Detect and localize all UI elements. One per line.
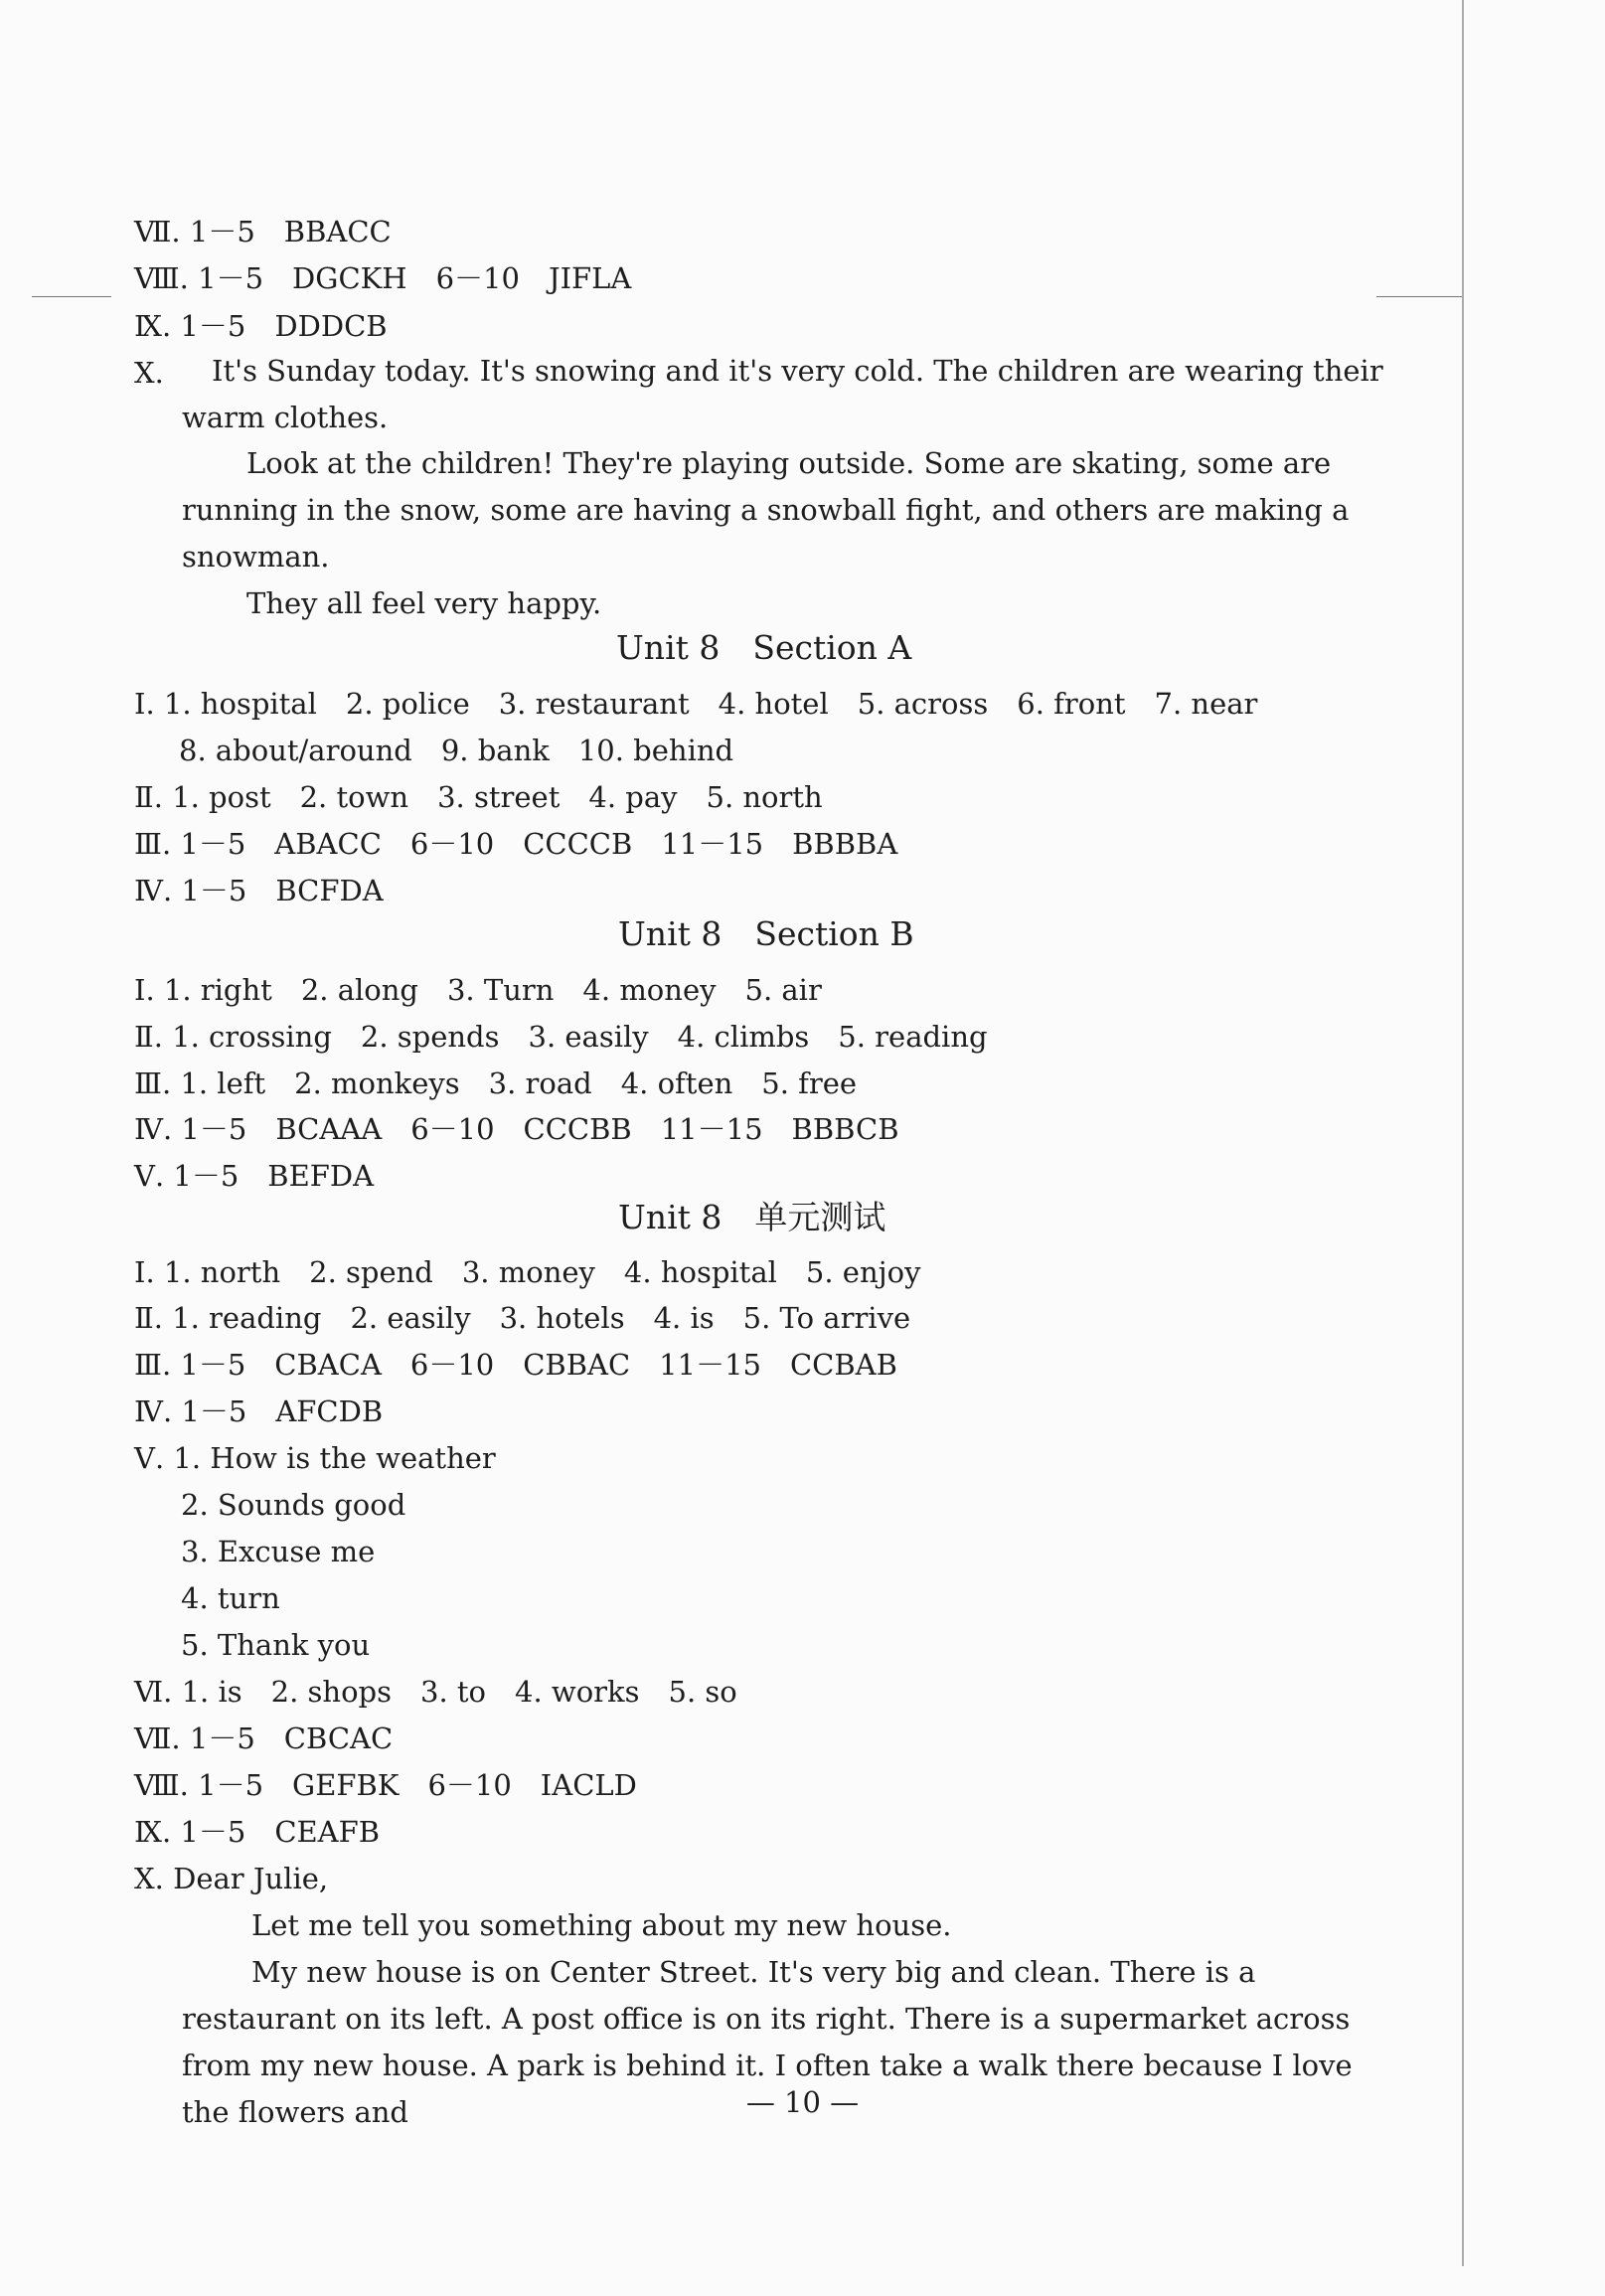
section-numeral: Ⅵ. — [134, 1675, 173, 1709]
section-numeral: Ⅰ. — [134, 687, 155, 721]
section-numeral: Ⅳ. — [134, 1112, 173, 1146]
answer-text: 1. hospital 2. police 3. restaurant 4. hotel 5. across 6. front 7. near — [163, 687, 1258, 721]
section-numeral: Ⅷ. — [134, 261, 189, 295]
section-numeral: Ⅰ. — [134, 1255, 155, 1289]
answer-line — [134, 779, 1605, 815]
answer-line — [134, 972, 1605, 1008]
answer-line — [179, 733, 1605, 768]
section-numeral: Ⅸ. — [134, 309, 172, 343]
section-numeral: Ⅶ. — [134, 215, 181, 248]
answer-text: 1－5 CBCAC — [189, 1722, 394, 1755]
section-numeral: Ⅹ. — [134, 1862, 164, 1895]
section-numeral: Ⅴ. — [134, 1159, 165, 1193]
answer-text: 1. How is the weather — [173, 1441, 496, 1475]
answer-line — [134, 1111, 1605, 1147]
answer-text: 1. is 2. shops 3. to 4. works 5. so — [181, 1675, 737, 1709]
letter-paragraph: Let me tell you something about my new house. — [251, 1908, 952, 1942]
answer-line — [134, 1158, 1605, 1194]
answer-text: 1－5 BCAAA 6－10 CCCBB 11－15 BBBCB — [181, 1112, 899, 1146]
section-numeral: Ⅱ. — [134, 1301, 163, 1335]
answer-text: 1. reading 2. easily 3. hotels 4. is 5. To arrive — [172, 1301, 911, 1335]
section-numeral: Ⅲ. — [134, 1348, 172, 1382]
section-numeral: Ⅴ. — [134, 1441, 165, 1475]
section-numeral: Ⅱ. — [134, 780, 163, 814]
page-number: — 10 — — [745, 2085, 860, 2119]
scan-artifact-line — [32, 296, 111, 297]
section-numeral: Ⅸ. — [134, 1815, 172, 1849]
section-numeral: Ⅰ. — [134, 973, 155, 1007]
answer-line — [134, 1254, 1605, 1290]
section-numeral: Ⅲ. — [134, 1066, 172, 1100]
answer-line — [181, 1534, 1605, 1569]
answer-line — [134, 1019, 1605, 1055]
answer-line — [134, 1394, 1605, 1429]
section-numeral: Ⅶ. — [134, 1722, 181, 1755]
answer-line — [134, 686, 1605, 722]
essay-paragraph: Look at the children! They're playing outside. Some are skating, some are running in the snow, some are having a snowball fight, and others are making a snowman. — [182, 446, 1350, 574]
answer-text: 1. right 2. along 3. Turn 4. money 5. air — [163, 973, 822, 1007]
section-numeral: Ⅷ. — [134, 1768, 189, 1802]
answer-line — [181, 1580, 1605, 1616]
section-numeral: Ⅹ. — [134, 356, 164, 390]
letter-paragraph: My new house is on Center Street. It's very big and clean. There is a restaurant on its left. A post office is on its right. There is a supermarket across from my new house. A park is behind it. I often take a walk there because I love the flowers and — [182, 1955, 1353, 2129]
answer-line — [134, 1861, 1605, 1896]
answer-line — [134, 260, 1605, 296]
answer-line — [134, 214, 1605, 249]
answer-text: 1. post 2. town 3. street 4. pay 5. north — [172, 780, 823, 814]
answer-line — [134, 1440, 1605, 1476]
answer-text: 1－5 CEAFB — [180, 1815, 381, 1849]
answer-text: 1. crossing 2. spends 3. easily 4. climbs 5. reading — [172, 1020, 988, 1054]
answer-line — [134, 873, 1605, 908]
answer-text: 2. Sounds good — [181, 1488, 406, 1522]
answer-text: 1－5 DGCKH 6－10 JIFLA — [198, 261, 632, 295]
answer-line — [134, 1300, 1605, 1336]
answer-text: 3. Excuse me — [181, 1535, 376, 1568]
answer-text: 1－5 DDDCB — [180, 309, 388, 343]
answer-text: 1－5 BEFDA — [173, 1159, 375, 1193]
answer-text: 1－5 AFCDB — [181, 1394, 384, 1428]
answer-line — [181, 1627, 1605, 1663]
answer-text: 1. north 2. spend 3. money 4. hospital 5. enjoy — [163, 1255, 921, 1289]
answer-line — [134, 308, 1605, 344]
answer-text: 5. Thank you — [181, 1628, 371, 1662]
answer-text: 8. about/around 9. bank 10. behind — [179, 734, 734, 767]
answer-text: 1－5 GEFBK 6－10 IACLD — [198, 1768, 637, 1802]
answer-line — [134, 1814, 1605, 1850]
answer-line — [134, 1721, 1605, 1756]
answer-line — [134, 1066, 1605, 1101]
answer-text: 1－5 BCFDA — [181, 874, 384, 907]
section-heading: Unit 8 Section B — [618, 914, 914, 953]
section-heading: Unit 8 Section A — [616, 628, 912, 667]
section-numeral: Ⅳ. — [134, 1394, 173, 1428]
essay-paragraph: They all feel very happy. — [246, 586, 602, 620]
answer-line — [134, 826, 1605, 862]
answer-line — [134, 1347, 1605, 1383]
answer-text: 1－5 CBACA 6－10 CBBAC 11－15 CCBAB — [180, 1348, 897, 1382]
section-numeral: Ⅳ. — [134, 874, 173, 907]
answer-text: 1－5 ABACC 6－10 CCCCB 11－15 BBBBA — [180, 827, 898, 861]
answer-line — [134, 1674, 1605, 1710]
essay-paragraph: It's Sunday today. It's snowing and it's very cold. The children are wearing their warm clothes. — [182, 354, 1383, 434]
answer-line — [181, 1487, 1605, 1523]
answer-text: 1. left 2. monkeys 3. road 4. often 5. free — [180, 1066, 858, 1100]
answer-text: Dear Julie, — [173, 1862, 329, 1895]
section-numeral: Ⅲ. — [134, 827, 172, 861]
answer-text: 1－5 BBACC — [189, 215, 392, 248]
section-numeral: Ⅱ. — [134, 1020, 163, 1054]
section-heading: Unit 8 单元测试 — [618, 1198, 886, 1236]
answer-text: 4. turn — [181, 1581, 280, 1615]
answer-line — [134, 1767, 1605, 1803]
scan-artifact-line — [1376, 296, 1462, 297]
